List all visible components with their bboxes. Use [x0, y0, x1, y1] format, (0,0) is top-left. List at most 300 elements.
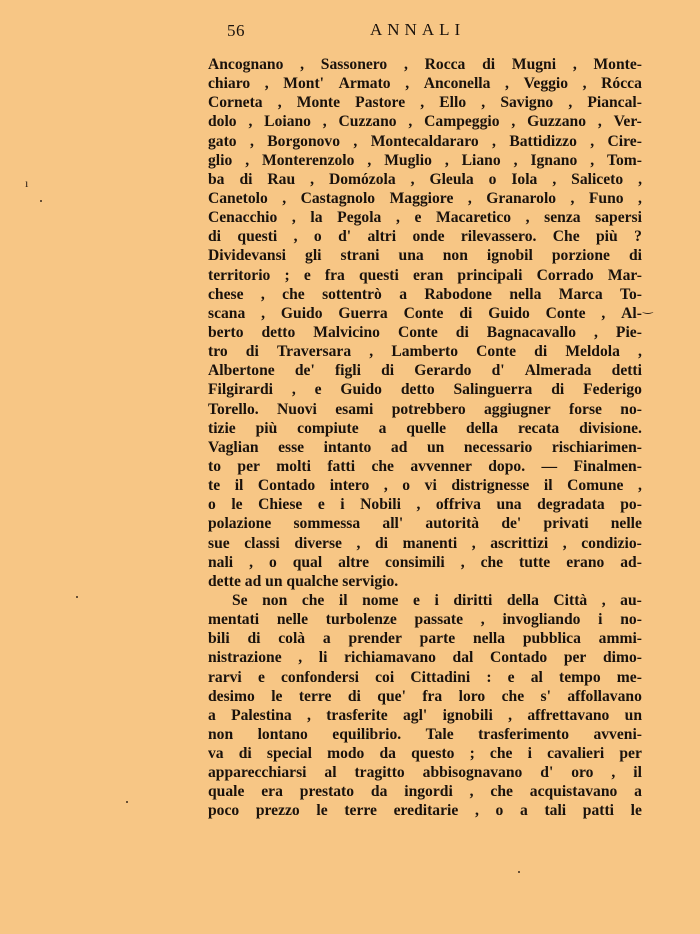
word: che	[282, 285, 305, 303]
word: chese	[208, 285, 244, 303]
word: —	[541, 457, 558, 475]
word: trasferite	[326, 706, 388, 724]
word: ,	[282, 189, 287, 207]
word: tempo	[559, 668, 601, 686]
word: i	[527, 745, 532, 763]
word: me-	[616, 668, 642, 686]
word: o	[208, 496, 216, 514]
word: Granarolo	[486, 189, 557, 207]
word: a	[520, 802, 528, 820]
word: richiamavano	[344, 649, 436, 667]
word: ,	[369, 343, 374, 361]
word: questi	[358, 266, 399, 284]
word: nella	[472, 630, 506, 648]
word: autorità	[425, 515, 480, 533]
word: ,	[416, 496, 421, 514]
word: gato	[208, 132, 237, 150]
word: altre	[338, 553, 370, 571]
word: Gerardo	[414, 362, 472, 380]
word: ,	[249, 132, 254, 150]
text-line	[208, 55, 642, 74]
word: affollavano	[567, 687, 642, 705]
word: e	[414, 209, 422, 227]
word: ,	[444, 151, 449, 169]
word: privati	[543, 515, 589, 533]
word: Ver-	[613, 113, 642, 131]
word: sommessa	[293, 515, 361, 533]
word: ,	[277, 94, 282, 112]
word: ,	[307, 706, 311, 724]
word: li	[318, 649, 328, 667]
word: Dividevansi	[208, 247, 286, 265]
word: d'	[338, 228, 352, 246]
word: diritti	[453, 591, 493, 609]
speck	[126, 801, 128, 803]
word: tutte	[519, 553, 551, 571]
word: figli	[334, 362, 361, 380]
text-line	[208, 725, 642, 744]
word: Rocca	[424, 56, 466, 73]
word: Finalmen-	[573, 457, 642, 475]
word: che	[490, 783, 513, 801]
word: di	[375, 534, 389, 552]
word: a	[399, 285, 407, 303]
word: potrebbero	[391, 400, 466, 418]
text-line	[208, 151, 642, 170]
word: Al-	[621, 304, 642, 322]
word: ,	[260, 285, 265, 303]
text-line	[208, 170, 642, 189]
word: Filgirardi	[208, 381, 273, 399]
word: il	[234, 477, 244, 495]
word: prezzo	[255, 802, 300, 820]
word: s'	[540, 687, 551, 705]
word: Conte	[403, 304, 444, 322]
word: Sassonero	[320, 56, 388, 73]
word: Cenacchio	[208, 209, 278, 227]
word: o	[313, 228, 322, 246]
word: Mugni	[511, 56, 557, 73]
word: d'	[540, 764, 554, 782]
word: ,	[582, 75, 587, 93]
word: questo	[411, 745, 455, 763]
word: acquistavano	[529, 783, 618, 801]
margin-mark-left: ı	[25, 176, 29, 190]
running-head	[210, 18, 642, 46]
word: berto	[208, 323, 244, 341]
word: le	[630, 802, 642, 820]
word: prender	[348, 630, 402, 648]
text-line	[208, 763, 642, 782]
text-line	[208, 361, 642, 380]
word: e	[507, 668, 515, 686]
word: ,	[562, 534, 567, 552]
word: sapersi	[595, 209, 642, 227]
word: ,	[310, 170, 314, 188]
word: Mar-	[607, 266, 642, 284]
word: trasferimento	[478, 725, 570, 743]
word: Corrado	[536, 266, 594, 284]
word: di	[459, 304, 473, 322]
word: Marca	[558, 285, 603, 303]
word: o	[402, 477, 411, 495]
word: che	[371, 457, 394, 475]
word: quelle	[406, 419, 447, 437]
text-line	[208, 342, 642, 361]
word: rarvi	[208, 668, 242, 686]
word: esami	[335, 400, 374, 418]
word: :	[486, 668, 492, 686]
word: forse	[569, 400, 602, 418]
word: apparecchiarsi	[208, 764, 307, 782]
word: ;	[469, 745, 475, 763]
word: e	[317, 496, 325, 514]
margin-mark-right: ‿	[643, 300, 653, 314]
word: consimili	[384, 553, 445, 571]
word: Anconella	[423, 75, 491, 93]
word: una	[398, 247, 424, 265]
word: di	[381, 362, 395, 380]
word: va	[208, 745, 224, 763]
word: Contado	[489, 649, 548, 667]
word: non	[262, 591, 288, 609]
text-line	[208, 687, 642, 706]
word: e	[412, 591, 420, 609]
word: questi	[237, 228, 278, 246]
word: poco	[208, 802, 240, 820]
page-number: 56	[227, 21, 245, 40]
word: To-	[620, 285, 642, 303]
text-line	[208, 380, 642, 399]
word: la	[310, 209, 323, 227]
word: ,	[552, 170, 557, 188]
word: ,	[590, 132, 595, 150]
word: o	[495, 802, 504, 820]
word: ,	[638, 170, 642, 188]
word: ,	[383, 477, 388, 495]
word: ,	[395, 209, 400, 227]
word: di	[628, 247, 642, 265]
text-line-content: dette ad un qualche servigio.	[208, 572, 399, 590]
text-line	[208, 189, 642, 208]
word: le	[231, 496, 243, 514]
word: equilibrio.	[332, 725, 402, 743]
word: ?	[634, 228, 642, 246]
text-line	[208, 744, 642, 763]
word: le	[316, 802, 328, 820]
word: Saliceto	[571, 170, 624, 188]
word: affrettavano	[527, 706, 610, 724]
word: dimo-	[602, 649, 642, 667]
word: ,	[264, 75, 269, 93]
word: ,	[568, 94, 573, 112]
word: ,	[572, 56, 577, 73]
word: nella	[509, 285, 542, 303]
word: all'	[382, 515, 404, 533]
word: ad-	[620, 553, 642, 571]
word: da	[379, 745, 396, 763]
word: dopo.	[488, 457, 526, 475]
text-line	[208, 74, 642, 93]
word: ,	[248, 113, 253, 131]
word: Lamberto	[391, 343, 459, 361]
word: ,	[474, 802, 479, 820]
word: gli	[305, 247, 322, 265]
word: a	[634, 783, 642, 801]
word: patti	[582, 802, 614, 820]
word: ignobili	[442, 706, 493, 724]
text-line	[208, 782, 642, 801]
word: nali	[208, 553, 234, 571]
word: di	[239, 170, 253, 188]
word: ,	[570, 189, 575, 207]
word: principali	[457, 266, 523, 284]
word: ,	[322, 113, 327, 131]
word: di	[208, 228, 222, 246]
word: ,	[481, 94, 486, 112]
word: Cittadini	[410, 668, 471, 686]
text-line	[208, 112, 642, 131]
word: Macaretico	[436, 209, 512, 227]
word: Monte	[296, 94, 341, 112]
text-line	[208, 801, 642, 820]
text-line	[208, 534, 642, 553]
word: Guzzano	[527, 113, 586, 131]
text-line	[208, 457, 642, 476]
word: bili	[208, 630, 230, 648]
word: ,	[249, 553, 253, 571]
word: desimo	[208, 687, 255, 705]
text-line	[208, 132, 642, 151]
word: ,	[590, 151, 595, 169]
word: de'	[294, 362, 315, 380]
word: nistrazione	[208, 649, 282, 667]
word: ,	[513, 151, 518, 169]
text-line	[208, 304, 642, 323]
text-line	[208, 629, 642, 648]
word: dolo	[208, 113, 237, 131]
word: confondersi	[281, 668, 359, 686]
word: Rau	[267, 170, 296, 188]
word: dal	[452, 649, 474, 667]
text-line	[208, 400, 642, 419]
word: Rócca	[601, 75, 642, 93]
word: ,	[408, 113, 413, 131]
text-line	[208, 438, 642, 457]
word: per	[563, 649, 587, 667]
word: più	[255, 419, 278, 437]
word: Savigno	[500, 94, 554, 112]
word: Meldola	[565, 343, 620, 361]
word: Monterenzolo	[262, 151, 355, 169]
word: che	[301, 591, 325, 609]
word: Veggio	[523, 75, 569, 93]
word: Montecaldararo	[370, 132, 479, 150]
word: Canetolo	[208, 189, 268, 207]
word: che	[489, 745, 513, 763]
word: rilevassero.	[460, 228, 537, 246]
word: più	[596, 228, 618, 246]
word: Mont'	[283, 75, 325, 93]
word: porzione	[551, 247, 610, 265]
word: Domózola	[328, 170, 396, 188]
word: il	[543, 477, 553, 495]
word: il	[633, 764, 642, 782]
word: a	[378, 419, 387, 437]
word: Iola	[511, 170, 538, 188]
text-line	[208, 572, 642, 591]
word: Armato	[338, 75, 391, 93]
word: ammi-	[598, 630, 642, 648]
word: Ello	[439, 94, 467, 112]
word: invogliando	[502, 611, 581, 629]
speck	[518, 871, 520, 873]
word: fra	[422, 687, 443, 705]
word: Muglio	[384, 151, 432, 169]
word: ,	[291, 209, 296, 227]
word: polazione	[208, 515, 272, 533]
word: modo	[327, 745, 365, 763]
word: Albertone	[208, 362, 275, 380]
word: erano	[566, 553, 605, 571]
word: Nuovi	[277, 400, 317, 418]
text-line	[208, 514, 642, 533]
word: altri	[367, 228, 397, 246]
body-text	[208, 55, 642, 821]
word: ,	[492, 132, 496, 150]
word: Malvicino	[313, 323, 380, 341]
word: tragitto	[354, 764, 405, 782]
running-title: ANNALI	[370, 20, 466, 39]
word: ,	[638, 343, 642, 361]
word: ,	[367, 151, 372, 169]
word: ;	[284, 266, 290, 284]
word: Vaglian	[208, 438, 259, 456]
word: di	[238, 745, 252, 763]
word: Funo	[588, 189, 624, 207]
word: e	[314, 381, 322, 399]
word: per	[619, 745, 642, 763]
word: Bagnacavallo	[486, 323, 577, 341]
word: un	[426, 438, 445, 456]
text-line	[208, 266, 642, 285]
word: ,	[298, 649, 303, 667]
word: rischiarimen-	[551, 438, 642, 456]
word: che	[480, 553, 504, 571]
word: onde	[412, 228, 445, 246]
word: di	[534, 343, 548, 361]
word: Guido	[340, 381, 382, 399]
word: tizie	[208, 419, 236, 437]
word: condizio-	[581, 534, 642, 552]
word: necessario	[463, 438, 533, 456]
word: ,	[638, 477, 642, 495]
word: Gleula	[429, 170, 474, 188]
word: ,	[505, 75, 509, 93]
word: Piancal-	[587, 94, 642, 112]
word: della	[466, 419, 499, 437]
word: esse	[278, 438, 305, 456]
word: ,	[469, 783, 474, 801]
word: po-	[620, 496, 642, 514]
word: compiute	[297, 419, 359, 437]
word: ,	[471, 534, 476, 552]
word: divisione.	[579, 419, 642, 437]
word: ,	[594, 323, 598, 341]
word: a	[208, 706, 216, 724]
word: detti	[611, 362, 642, 380]
word: o	[488, 170, 497, 188]
word: ,	[480, 611, 485, 629]
word: Rabodone	[424, 285, 492, 303]
word: della	[506, 591, 539, 609]
word: di	[247, 630, 261, 648]
word: mentati	[208, 611, 260, 629]
word: ,	[405, 75, 410, 93]
word: ,	[467, 189, 472, 207]
word: il	[338, 591, 348, 609]
word: Cire-	[607, 132, 642, 150]
word: per	[237, 457, 260, 475]
word: fra	[324, 266, 345, 284]
word: Chiese	[258, 496, 303, 514]
word: ,	[638, 189, 642, 207]
word: chiaro	[208, 75, 251, 93]
word: Guido	[488, 304, 530, 322]
word: degradata	[537, 496, 605, 514]
word: ,	[525, 209, 530, 227]
word: senza	[544, 209, 581, 227]
word: ,	[601, 591, 606, 609]
word: Liano	[461, 151, 501, 169]
word: i	[434, 591, 439, 609]
word: nelle	[276, 611, 309, 629]
word: Battidizzo	[509, 132, 577, 150]
word: ,	[460, 553, 465, 571]
word: loro	[458, 687, 486, 705]
word: era	[261, 783, 283, 801]
word: aggiugner	[483, 400, 551, 418]
word: nelle	[610, 515, 642, 533]
word: Se	[232, 591, 248, 609]
word: Maggiore	[389, 189, 454, 207]
text-line	[208, 553, 642, 572]
word: intanto	[323, 438, 372, 456]
text-line	[208, 706, 642, 725]
word: parte	[419, 630, 456, 648]
word: Pastore	[355, 94, 406, 112]
word: non	[208, 725, 234, 743]
word: passate	[414, 611, 464, 629]
word: Guerra	[338, 304, 388, 322]
word: Ignano	[530, 151, 578, 169]
word: al	[530, 668, 543, 686]
word: Ancognano	[208, 56, 284, 73]
word: ,	[511, 113, 516, 131]
word: Che	[552, 228, 580, 246]
word: manenti	[402, 534, 458, 552]
word: ,	[293, 228, 298, 246]
word: ,	[245, 151, 250, 169]
word: di	[455, 323, 469, 341]
word: al	[324, 764, 337, 782]
word: strani	[340, 247, 380, 265]
speck	[76, 596, 78, 598]
word: distrignesse	[451, 477, 530, 495]
word: Traversara	[276, 343, 352, 361]
word: Comune	[567, 477, 624, 495]
word: to	[208, 457, 221, 475]
